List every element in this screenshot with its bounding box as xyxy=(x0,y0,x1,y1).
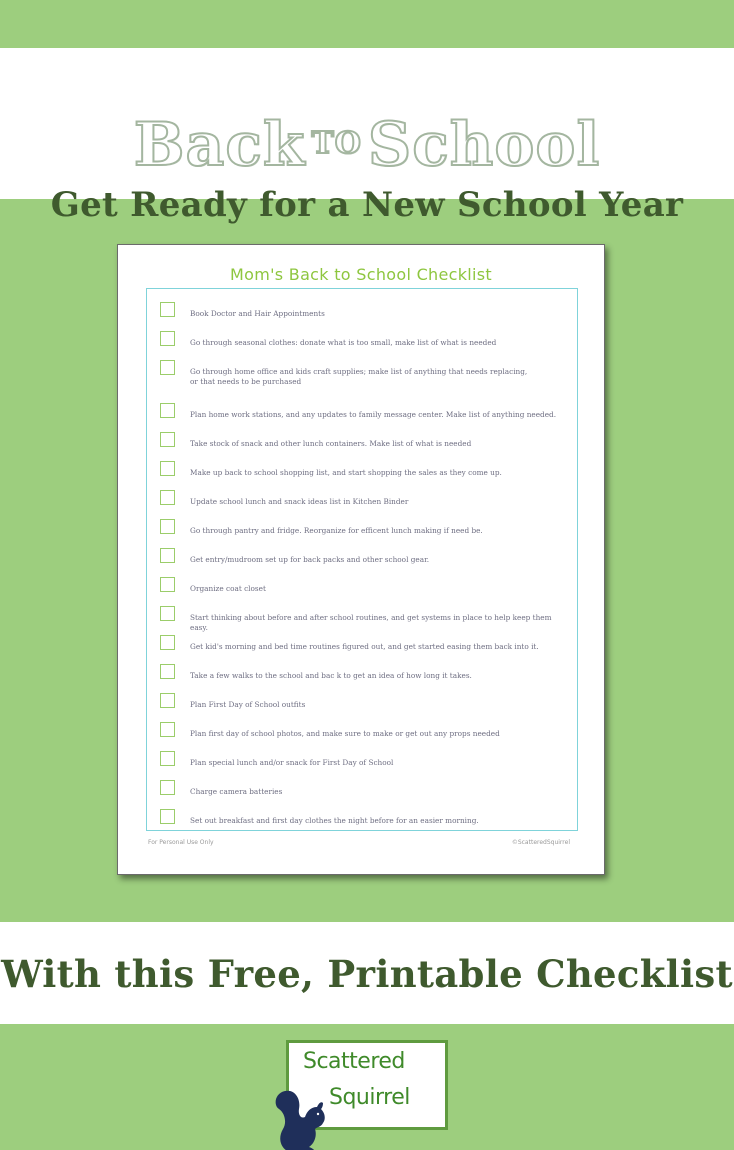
checklist-item-text: Plan home work stations, and any updates to family message center. Make list of anything needed. xyxy=(190,410,557,419)
checklist-item-text: Get kid's morning and bed time routines figured out, and get started easing them back into it. xyxy=(190,642,539,651)
subtitle: Get Ready for a New School Year xyxy=(50,185,684,225)
checkbox[interactable] xyxy=(160,751,175,766)
checkbox[interactable] xyxy=(160,331,175,346)
checklist-item-text: Get entry/mudroom set up for back packs and other school gear. xyxy=(190,555,430,564)
main-title xyxy=(0,110,734,180)
title-word-to: TO xyxy=(311,126,362,161)
checkbox[interactable] xyxy=(160,780,175,795)
checkbox[interactable] xyxy=(160,664,175,679)
checkbox[interactable] xyxy=(160,577,175,592)
checklist-item-text: Plan first day of school photos, and make sure to make or get out any props needed xyxy=(190,729,500,738)
title-word-back: Back xyxy=(133,110,306,180)
checklist-item-text: Go through pantry and fridge. Reorganize for efficent lunch making if need be. xyxy=(190,526,483,535)
checkbox[interactable] xyxy=(160,693,175,708)
tagline-banner xyxy=(0,922,734,1024)
checkbox[interactable] xyxy=(160,461,175,476)
header-banner xyxy=(0,48,734,225)
checkbox[interactable] xyxy=(160,548,175,563)
checkbox[interactable] xyxy=(160,360,175,375)
checklist-item-text: Make up back to school shopping list, and start shopping the sales as they come up. xyxy=(190,468,502,477)
checklist-item-text: Organize coat closet xyxy=(190,584,266,593)
checklist-item-text: Charge camera batteries xyxy=(190,787,283,796)
tagline: With this Free, Printable Checklist xyxy=(1,952,733,996)
checklist-frame xyxy=(146,288,578,831)
scattered-squirrel-logo[interactable] xyxy=(286,1040,448,1130)
checklist-item-text: Start thinking about before and after school routines, and get systems in place to help keep them easy. xyxy=(190,613,552,632)
checklist-item-text: Plan special lunch and/or snack for First Day of School xyxy=(190,758,394,767)
checkbox[interactable] xyxy=(160,403,175,418)
checkbox[interactable] xyxy=(160,722,175,737)
checkbox[interactable] xyxy=(160,606,175,621)
squirrel-icon xyxy=(271,1083,331,1150)
checkbox[interactable] xyxy=(160,519,175,534)
checklist-item-text: Go through home office and kids craft supplies; make list of anything that needs replacing, or that needs to be purchased xyxy=(190,367,528,386)
checklist-item-text: Set out breakfast and first day clothes the night before for an easier morning. xyxy=(190,816,479,825)
logo-line-1: Scattered xyxy=(303,1049,405,1074)
checklist-preview xyxy=(117,244,605,875)
logo-line-2: Squirrel xyxy=(329,1085,410,1110)
checkbox[interactable] xyxy=(160,490,175,505)
footer-copyright: ©ScatteredSquirrel xyxy=(511,839,570,846)
checklist-title: Mom's Back to School Checklist xyxy=(230,265,492,284)
checklist-item-text: Take a few walks to the school and bac k to get an idea of how long it takes. xyxy=(190,671,472,680)
checklist-item-text: Plan First Day of School outfits xyxy=(190,700,306,709)
footer-personal-use: For Personal Use Only xyxy=(148,839,214,846)
checklist-item-text: Take stock of snack and other lunch containers. Make list of what is needed xyxy=(190,439,472,448)
checklist-item-text: Update school lunch and snack ideas list in Kitchen Binder xyxy=(190,497,409,506)
title-word-school: School xyxy=(367,110,601,180)
checkbox[interactable] xyxy=(160,302,175,317)
checklist-item-text: Go through seasonal clothes: donate what is too small, make list of what is needed xyxy=(190,338,497,347)
checklist-item-text: Book Doctor and Hair Appointments xyxy=(190,309,325,318)
checkbox[interactable] xyxy=(160,432,175,447)
checkbox[interactable] xyxy=(160,635,175,650)
checkbox[interactable] xyxy=(160,809,175,824)
